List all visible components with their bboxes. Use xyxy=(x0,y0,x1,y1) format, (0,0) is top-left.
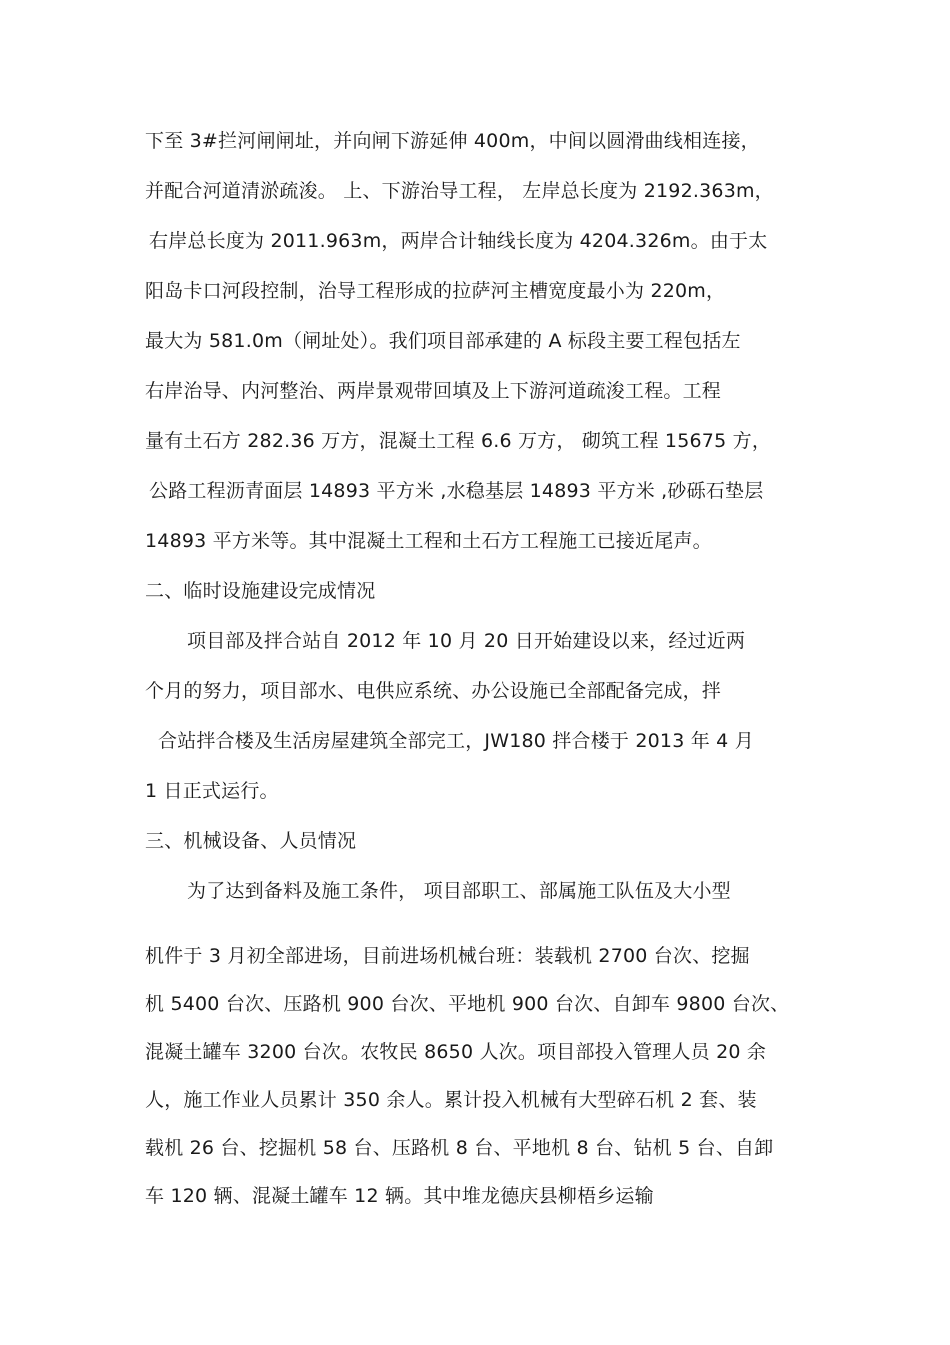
text-line: 右岸总长度为 2011.963m，两岸合计轴线长度为 4204.326m。由于太 xyxy=(149,230,768,252)
text-line: 机 5400 台次、压路机 900 台次、平地机 900 台次、自卸车 9800 台次、 xyxy=(145,993,790,1015)
text-line: 公路工程沥青面层 14893 平方米 ,水稳基层 14893 平方米 ,砂砾石垫层 xyxy=(149,480,764,502)
text-line: 14893 平方米等。其中混凝土工程和土石方工程施工已接近尾声。 xyxy=(145,530,712,552)
text-line: 下至 3#拦河闸闸址，并向闸下游延伸 400m，中间以圆滑曲线相连接， xyxy=(145,130,760,152)
text-line: 车 120 辆、混凝土罐车 12 辆。其中堆龙德庆县柳梧乡运输 xyxy=(145,1185,654,1207)
text-line: 人，施工作业人员累计 350 余人。累计投入机械有大型碎石机 2 套、装 xyxy=(145,1089,757,1111)
text-line: 合站拌合楼及生活房屋建筑全部完工，JW180 拌合楼于 2013 年 4 月 xyxy=(158,730,754,752)
text-line: 为了达到备料及施工条件， 项目部职工、部属施工队伍及大小型 xyxy=(187,880,731,902)
text-line: 混凝土罐车 3200 台次。农牧民 8650 人次。项目部投入管理人员 20 余 xyxy=(145,1041,767,1063)
section-heading: 二、临时设施建设完成情况 xyxy=(145,580,376,602)
text-line: 项目部及拌合站自 2012 年 10 月 20 日开始建设以来，经过近两 xyxy=(187,630,746,652)
section-heading: 三、机械设备、人员情况 xyxy=(145,830,357,852)
text-line: 1 日正式运行。 xyxy=(145,780,279,802)
text-line: 量有土石方 282.36 万方，混凝土工程 6.6 万方， 砌筑工程 15675 方， xyxy=(145,430,772,452)
text-line: 阳岛卡口河段控制，治导工程形成的拉萨河主槽宽度最小为 220m， xyxy=(145,280,726,302)
text-line: 最大为 581.0m（闸址处）。我们项目部承建的 A 标段主要工程包括左 xyxy=(145,330,741,352)
text-line: 并配合河道清淤疏浚。 上、下游治导工程， 左岸总长度为 2192.363m， xyxy=(145,180,774,202)
text-line: 右岸治导、内河整治、两岸景观带回填及上下游河道疏浚工程。工程 xyxy=(145,380,722,402)
text-line: 载机 26 台、挖掘机 58 台、压路机 8 台、平地机 8 台、钻机 5 台、自卸 xyxy=(145,1137,774,1159)
text-line: 机件于 3 月初全部进场，目前进场机械台班：装载机 2700 台次、挖掘 xyxy=(145,945,750,967)
text-line: 个月的努力，项目部水、电供应系统、办公设施已全部配备完成，拌 xyxy=(145,680,722,702)
